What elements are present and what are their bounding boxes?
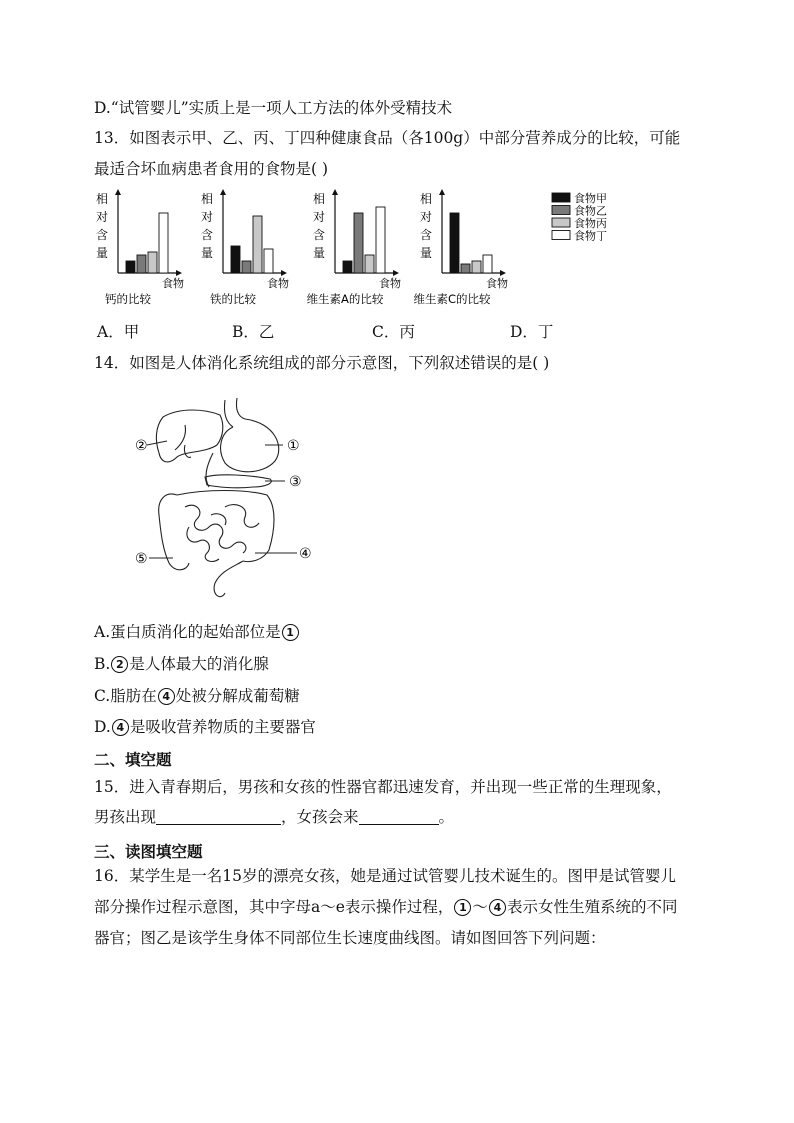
circled-number: 4: [489, 899, 506, 916]
circled-number: 4: [112, 719, 129, 736]
legend-swatch: [552, 231, 570, 240]
circled-number: 2: [111, 656, 128, 673]
chart-ylabel-char: 对: [419, 210, 433, 224]
chart-ylabel-char: 相: [200, 192, 214, 206]
q16-stem-line3: 器官；图乙是该学生身体不同部位生长速度曲线图。请如图回答下列问题：: [94, 929, 606, 947]
q12-option-d: D.“试管婴儿”实质上是一项人工方法的体外受精技术: [94, 99, 453, 117]
q15-blank-boys[interactable]: [156, 808, 281, 825]
q14-option-d[interactable]: D. 4 是吸收营养物质的主要器官: [94, 718, 316, 736]
q13-stem-line1: 13．如图表示甲、乙、丙、丁四种健康食品（各100g）中部分营养成分的比较，可能: [94, 129, 681, 147]
chart-ylabel-char: 量: [200, 246, 214, 260]
q13-option-c[interactable]: C．丙: [372, 323, 415, 341]
chart-x-arrow: [176, 270, 182, 276]
chart-title: 钙的比较: [105, 292, 151, 306]
chart-y-arrow: [332, 189, 338, 195]
chart-bar-食物甲: [343, 261, 352, 273]
chart-x-arrow: [500, 270, 506, 276]
chart-bar-食物丁: [483, 255, 492, 273]
chart-bar-食物丁: [264, 249, 273, 273]
chart-bar-食物丁: [159, 213, 168, 273]
q14-option-a[interactable]: A.蛋白质消化的起始部位是 1: [94, 622, 300, 642]
chart-bar-食物乙: [354, 213, 363, 273]
chart-ylabel-char: 相: [95, 192, 109, 206]
label-1: ①: [287, 438, 300, 454]
chart-bar-食物乙: [137, 255, 146, 273]
q15-stem-line1: 15．进入青春期后，男孩和女孩的性器官都迅速发育，并出现一些正常的生理现象，: [94, 778, 672, 796]
chart-ylabel-char: 含: [312, 228, 326, 242]
chart-bar-食物乙: [461, 264, 470, 273]
chart-ylabel-char: 量: [312, 246, 326, 260]
label-4: ④: [299, 546, 312, 562]
chart-bar-食物丙: [253, 216, 262, 273]
chart-ylabel-char: 相: [312, 192, 326, 206]
legend-label: 食物丙: [574, 217, 607, 230]
q14-stem: 14．如图是人体消化系统组成的部分示意图，下列叙述错误的是( ): [94, 354, 550, 372]
legend-swatch: [552, 218, 570, 227]
section-heading-diagram: 三、读图填空题: [94, 843, 203, 861]
chart-bar-食物丙: [148, 252, 157, 273]
circled-number: 4: [158, 688, 175, 705]
q14-option-b[interactable]: B. 2 是人体最大的消化腺: [94, 655, 269, 673]
label-5: ⑤: [135, 551, 148, 567]
q13-stem-line2: 最适合坏血病患者食用的食物是( ): [94, 160, 329, 178]
chart-bar-食物丙: [472, 261, 481, 273]
digestive-system-diagram: [125, 395, 325, 605]
chart-ylabel-char: 含: [95, 228, 109, 242]
chart-y-arrow: [220, 189, 226, 195]
circled-number: 1: [282, 624, 299, 641]
chart-x-arrow: [393, 270, 399, 276]
chart-bar-食物甲: [450, 213, 459, 273]
chart-title: 维生素C的比较: [413, 292, 491, 306]
chart-bar-食物甲: [231, 246, 240, 273]
chart-title: 维生素A的比较: [306, 292, 384, 306]
q13-option-b[interactable]: B．乙: [232, 323, 275, 341]
chart-ylabel-char: 含: [419, 228, 433, 242]
chart-ylabel-char: 相: [419, 192, 433, 206]
legend-label: 食物丁: [574, 229, 607, 243]
chart-x-arrow: [281, 270, 287, 276]
q13-option-d[interactable]: D．丁: [510, 323, 554, 341]
legend-swatch: [552, 206, 570, 215]
q14-option-c[interactable]: C.脂肪在 4 处被分解成葡萄糖: [94, 687, 300, 705]
chart-xlabel: 食物: [486, 277, 508, 290]
chart-bar-食物乙: [242, 261, 251, 273]
label-3: ③: [289, 474, 302, 490]
chart-y-arrow: [115, 189, 121, 195]
chart-title: 铁的比较: [210, 292, 256, 306]
chart-xlabel: 食物: [267, 277, 289, 290]
q15-stem-line2: 男孩出现 ，女孩会来 。: [94, 808, 455, 826]
chart-bar-食物甲: [126, 261, 135, 273]
circled-number: 1: [454, 899, 471, 916]
chart-bar-食物丁: [376, 207, 385, 273]
chart-xlabel: 食物: [162, 277, 184, 290]
q13-option-a[interactable]: A．甲: [97, 323, 140, 341]
chart-bar-食物丙: [365, 255, 374, 273]
section-heading-fill-in: 二、填空题: [94, 751, 172, 769]
label-2: ②: [135, 438, 148, 454]
chart-ylabel-char: 量: [95, 246, 109, 260]
legend-swatch: [552, 193, 570, 202]
chart-xlabel: 食物: [379, 277, 401, 290]
chart-ylabel-char: 对: [95, 210, 109, 224]
q15-blank-girls[interactable]: [359, 808, 439, 825]
nutrient-charts: [0, 185, 794, 315]
q16-stem-line2: 部分操作过程示意图，其中字母a～e表示操作过程， 1 ～ 4 表示女性生殖系统的不同: [94, 898, 678, 916]
chart-ylabel-char: 对: [312, 210, 326, 224]
q16-stem-line1: 16．某学生是一名15岁的漂亮女孩，她是通过试管婴儿技术诞生的。图甲是试管婴儿: [94, 867, 676, 885]
chart-ylabel-char: 含: [200, 228, 214, 242]
legend-label: 食物乙: [574, 204, 607, 218]
chart-ylabel-char: 量: [419, 246, 433, 260]
legend-label: 食物甲: [574, 192, 607, 205]
chart-ylabel-char: 对: [200, 210, 214, 224]
chart-y-arrow: [439, 189, 445, 195]
